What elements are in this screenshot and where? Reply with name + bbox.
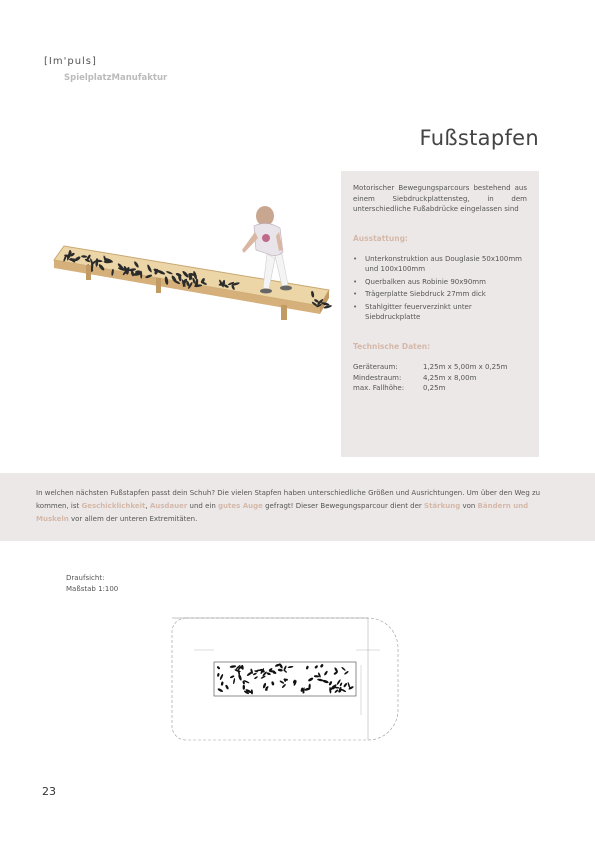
plan-caption-title: Draufsicht: [66,574,105,582]
tech-row [353,383,527,394]
page-number: 23 [42,785,56,798]
brand-name: [Im'puls] [44,56,97,67]
description-text: gefragt! Dieser Bewegungsparcour dient der [262,501,425,510]
description-text: vor allem der unteren Extremitäten. [68,514,198,523]
description-band [0,473,595,541]
equipment-item: • Trägerplatte Siebdruck 27mm dick [353,289,527,300]
equipment-heading: Ausstattung: [353,233,408,243]
tech-label: Mindestraum: [353,373,402,382]
info-panel [341,171,539,457]
description-text: und ein [187,501,219,510]
tech-value: 0,25m [423,384,446,392]
tech-row [353,362,527,373]
equipment-item: • Unterkonstruktion aus Douglasie 50x100mm und 100x100mm [353,254,527,275]
highlight-text: Ausdauer [149,501,188,510]
plan-caption [66,573,118,595]
plan-footprint-mark [243,685,245,690]
highlight-text: gutes Auge [218,501,263,510]
product-intro: Motorischer Bewegungsparcours bestehend aus einem Siebdruckplattensteg, in dem unterschiedliche Fußabdrücke eingelassen sind [353,184,527,213]
tech-label: Geräteraum: [353,363,398,371]
plan-drawing [168,610,408,750]
highlight-text: Bändern und Muskeln [36,501,529,523]
equipment-item: • Querbalken aus Robinie 90x90mm [353,277,527,288]
description-text: , [145,501,150,510]
tech-row [353,373,527,384]
page-title: Fußstapfen [419,126,539,151]
highlight-text: Stärkung [424,501,461,510]
highlight-text: Geschicklichkeit [81,501,146,510]
product-illustration [46,190,346,350]
tech-value: 4,25m x 8,00m [423,373,477,382]
brand-subtitle: SpielplatzManufaktur [64,73,168,83]
tech-value: 1,25m x 5,00m x 0,25m [423,363,508,371]
equipment-list [353,254,527,323]
equipment-item: • Stahlgitter feuerverzinkt unter Siebdruckplatte [353,302,527,323]
tech-heading: Technische Daten: [353,341,431,351]
description-text: In welchen nächsten Fußstapfen passt dein Schuh? Die vielen Stapfen haben unterschiedliche Größen und Ausrichtungen. Um über den Weg zu kommen, ist [36,489,541,510]
plan-caption-scale: Maßstab 1:100 [66,585,119,594]
description-text: von [460,501,478,510]
tech-label: max. Fallhöhe: [353,384,405,392]
